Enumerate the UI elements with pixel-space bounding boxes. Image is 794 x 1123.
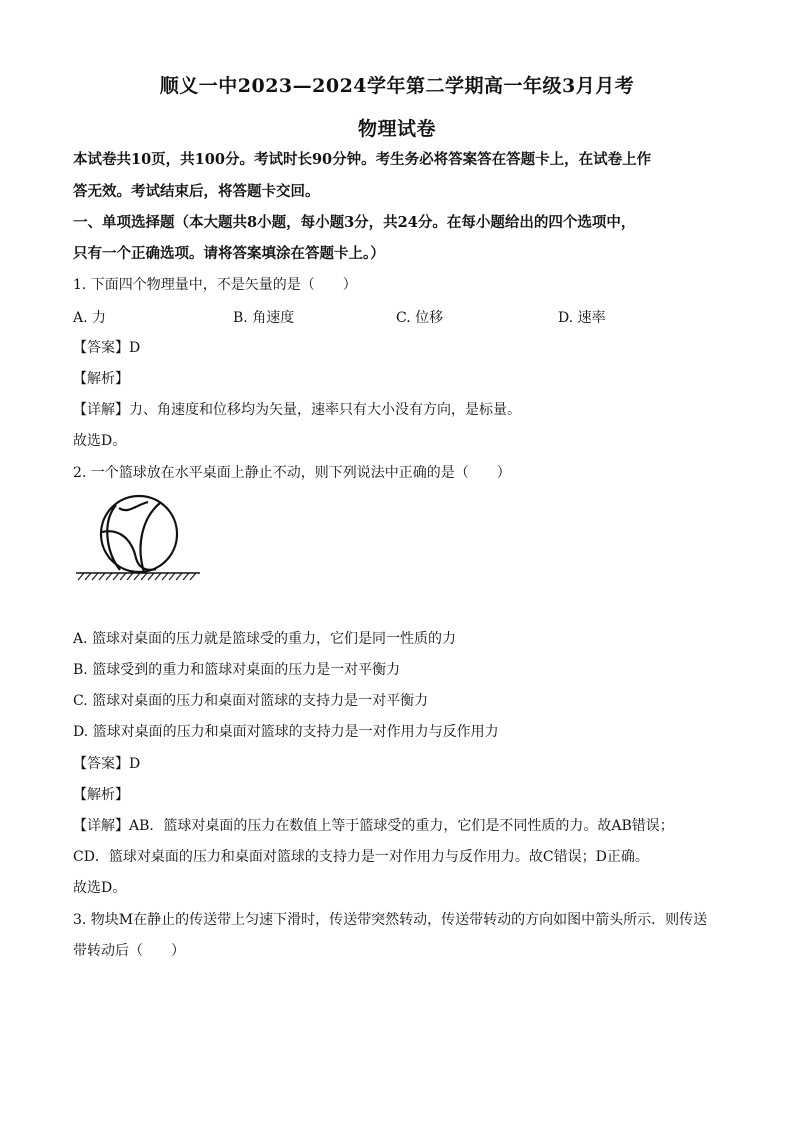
q2-option-b: B. 篮球受到的重力和篮球对桌面的压力是一对平衡力	[73, 662, 401, 678]
section-heading-line-2: 只有一个正确选项。请将答案填涂在答题卡上。）	[73, 245, 385, 262]
q2-stem: 2. 一个篮球放在水平桌面上静止不动，则下列说法中正确的是（ ）	[73, 465, 511, 481]
intro-line-1: 本试卷共10页，共100分。考试时长90分钟。考生务必将答案答在答题卡上，在试卷上作	[73, 151, 652, 168]
q1-stem: 1. 下面四个物理量中，不是矢量的是（ ）	[73, 277, 357, 293]
q2-analysis: 【解析】	[73, 787, 129, 803]
page-subtitle: 物理试卷	[357, 118, 436, 140]
q1-answer: 【答案】D	[73, 340, 141, 356]
q1-conclusion: 故选D。	[73, 433, 127, 449]
basketball-on-table-icon	[72, 494, 212, 584]
q2-option-a: A. 篮球对桌面的压力就是篮球受的重力，它们是同一性质的力	[73, 631, 457, 647]
q3-stem-line-1: 3. 物块M在静止的传送带上匀速下滑时，传送带突然转动，传送带转动的方向如图中箭头所示．则传送	[73, 912, 708, 928]
section-heading-line-1: 一、单项选择题（本大题共8小题，每小题3分，共24分。在每小题给出的四个选项中，	[73, 214, 636, 231]
q1-option-d: D. 速率	[558, 310, 606, 326]
q2-option-d: D. 篮球对桌面的压力和桌面对篮球的支持力是一对作用力与反作用力	[73, 724, 499, 740]
q1-option-b: B. 角速度	[233, 310, 295, 326]
q2-detail-2: CD．篮球对桌面的压力和桌面对篮球的支持力是一对作用力与反作用力。故C错误；D正确。	[73, 849, 649, 865]
q2-option-c: C. 篮球对桌面的压力和桌面对篮球的支持力是一对平衡力	[73, 693, 429, 709]
page-title: 顺义一中2023—2024学年第二学期高一年级3月月考	[159, 75, 635, 97]
q1-option-a: A. 力	[73, 310, 107, 326]
q2-answer: 【答案】D	[73, 756, 141, 772]
intro-line-2: 答无效。考试结束后，将答题卡交回。	[73, 183, 320, 200]
q1-analysis: 【解析】	[73, 371, 129, 387]
q3-stem-line-2: 带转动后（ ）	[73, 943, 185, 959]
q1-detail: 【详解】力、角速度和位移均为矢量，速率只有大小没有方向，是标量。	[73, 402, 521, 418]
q2-detail-1: 【详解】AB．篮球对桌面的压力在数值上等于篮球受的重力，它们是不同性质的力。故AB错误；	[73, 818, 674, 834]
q2-conclusion: 故选D。	[73, 880, 127, 896]
q1-option-c: C. 位移	[396, 310, 444, 326]
